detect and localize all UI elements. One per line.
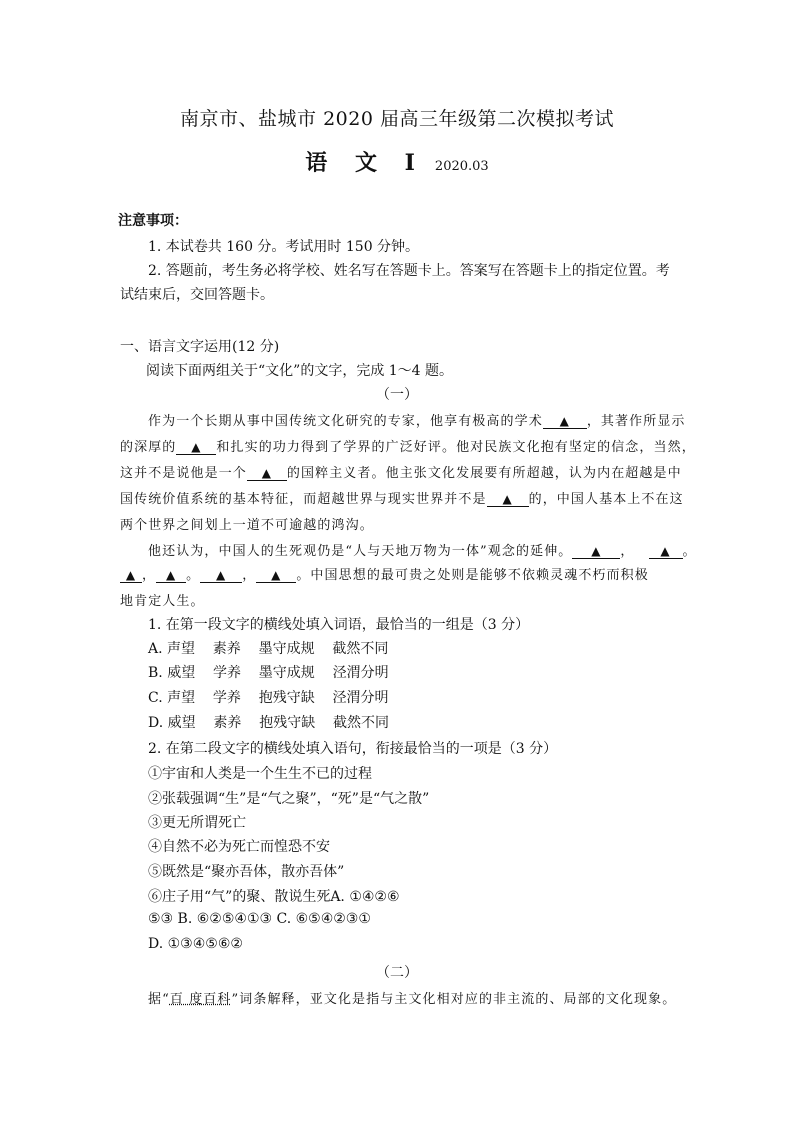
section-heading: 一、语言文字运用(12 分) xyxy=(120,339,280,355)
q2-stem: 2. 在第二段文字的横线处填入语句，衔接最恰当的一项是（3 分） xyxy=(148,741,558,757)
part-two-line1-c: ”词条解释，亚文化是指与主文化相对应的非主流的、局部的文化现象。 xyxy=(231,992,677,1007)
q2-line-4: ④自然不必为死亡而惶恐不安 xyxy=(148,839,330,855)
blank-2: ▲ xyxy=(176,440,216,455)
notice-item-2-line1: 2. 答题前，考生务必将学校、姓名写在答题卡上。答案写在答题卡上的指定位置。考 xyxy=(148,263,670,279)
p1-line4-a: 国传统价值系统的基本特征，而超越世界与现实世界并不是 xyxy=(120,492,487,507)
p1-line4-b: 的，中国人基本上不在这 xyxy=(528,492,684,507)
q2-line-3: ③更无所谓死亡 xyxy=(148,815,246,831)
p2-period-2: 。 xyxy=(186,568,201,583)
p1-line2-b: 和扎实的功力得到了学界的广泛好评。他对民族文化抱有坚定的信念，当然， xyxy=(216,440,696,455)
q2-line-5: ⑤既然是“聚亦吾体，散亦吾体” xyxy=(148,864,345,880)
q1-option-b: B. 威望 学养 墨守成规 泾渭分明 xyxy=(148,665,389,681)
p1-line2 xyxy=(120,436,696,455)
blank-6: ▲ xyxy=(649,544,683,559)
q2-line-1: ①宇宙和人类是一个生生不已的过程 xyxy=(148,766,372,782)
notice-item-2-line2: 试结束后，交回答题卡。 xyxy=(120,287,274,303)
p1-line4 xyxy=(120,488,684,507)
part-one-label: （一） xyxy=(376,387,418,403)
exam-date: 2020.03 xyxy=(434,159,489,174)
p1-line3-a: 这并不是说他是一个 xyxy=(120,466,247,481)
q2-line-2: ②张载强调“生”是“气之聚”，“死”是“气之散” xyxy=(148,791,430,807)
subject-name: 语 文 Ⅰ xyxy=(305,150,425,176)
p1-line1-a: 作为一个长期从事中国传统文化研究的专家，他享有极高的学术 xyxy=(148,414,543,429)
blank-4: ▲ xyxy=(487,492,529,507)
blank-5: ▲ xyxy=(572,544,620,559)
exam-title: 南京市、盐城市 2020 届高三年级第二次模拟考试 xyxy=(180,108,614,130)
section-instruction: 阅读下面两组关于“文化”的文字，完成 1～4 题。 xyxy=(146,363,454,379)
p1-line3-b: 的国粹主义者。他主张文化发展要有所超越，认为内在超越是中 xyxy=(286,466,682,481)
p1-line1-b: ，其著作所显示 xyxy=(586,414,686,429)
p2-comma-2: ， xyxy=(142,568,157,583)
part-two-label: （二） xyxy=(376,965,418,981)
q2-line-6: ⑥庄子用“气”的聚、散说生死A. ①④②⑥ xyxy=(148,889,400,905)
blank-10: ▲ xyxy=(256,568,296,583)
q1-option-c: C. 声望 学养 抱残守缺 泾渭分明 xyxy=(148,690,389,706)
p2-line2 xyxy=(120,564,649,583)
q2-line-7: ⑤③ B. ⑥②⑤④①③ C. ⑥⑤④②③① xyxy=(148,911,371,927)
p2-comma-3: ， xyxy=(242,568,257,583)
blank-8: ▲ xyxy=(156,568,186,583)
subject-line xyxy=(0,146,794,177)
blank-3: ▲ xyxy=(247,466,287,481)
blank-7: ▲ xyxy=(120,568,142,583)
p2-line3-text: 。中国思想的最可贵之处则是能够不依赖灵魂不朽而积极 xyxy=(296,568,649,583)
blank-9: ▲ xyxy=(200,568,242,583)
p1-line1 xyxy=(148,410,686,429)
p2-line1 xyxy=(148,540,697,559)
p1-line5: 两个世界之间划上一道不可逾越的鸿沟。 xyxy=(120,518,374,533)
part-two-line1-b: 百 度百科 xyxy=(169,992,232,1007)
part-two-line1-a: 据“ xyxy=(148,992,170,1007)
p1-line2-a: 的深厚的 xyxy=(120,440,177,455)
q1-option-d: D. 威望 素养 抱残守缺 截然不同 xyxy=(148,715,390,731)
p2-line1-text: 他还认为，中国人的生死观仍是“人与天地万物为一体”观念的延伸。 xyxy=(148,544,573,559)
p2-period-1: 。 xyxy=(682,544,697,559)
p2-comma-1: ， xyxy=(620,544,635,559)
q2-line-8: D. ①③④⑤⑥② xyxy=(148,936,243,952)
p1-line3 xyxy=(120,462,682,481)
p2-line4: 地肯定人生。 xyxy=(120,594,205,609)
notice-item-1: 1. 本试卷共 160 分。考试用时 150 分钟。 xyxy=(148,239,420,255)
part-two-line1 xyxy=(148,988,676,1007)
notice-heading: 注意事项： xyxy=(118,213,188,229)
q1-stem: 1. 在第一段文字的横线处填入词语，最恰当的一组是（3 分） xyxy=(148,617,530,633)
q1-option-a: A. 声望 素养 墨守成规 截然不同 xyxy=(148,641,389,657)
blank-1: ▲ xyxy=(543,414,587,429)
